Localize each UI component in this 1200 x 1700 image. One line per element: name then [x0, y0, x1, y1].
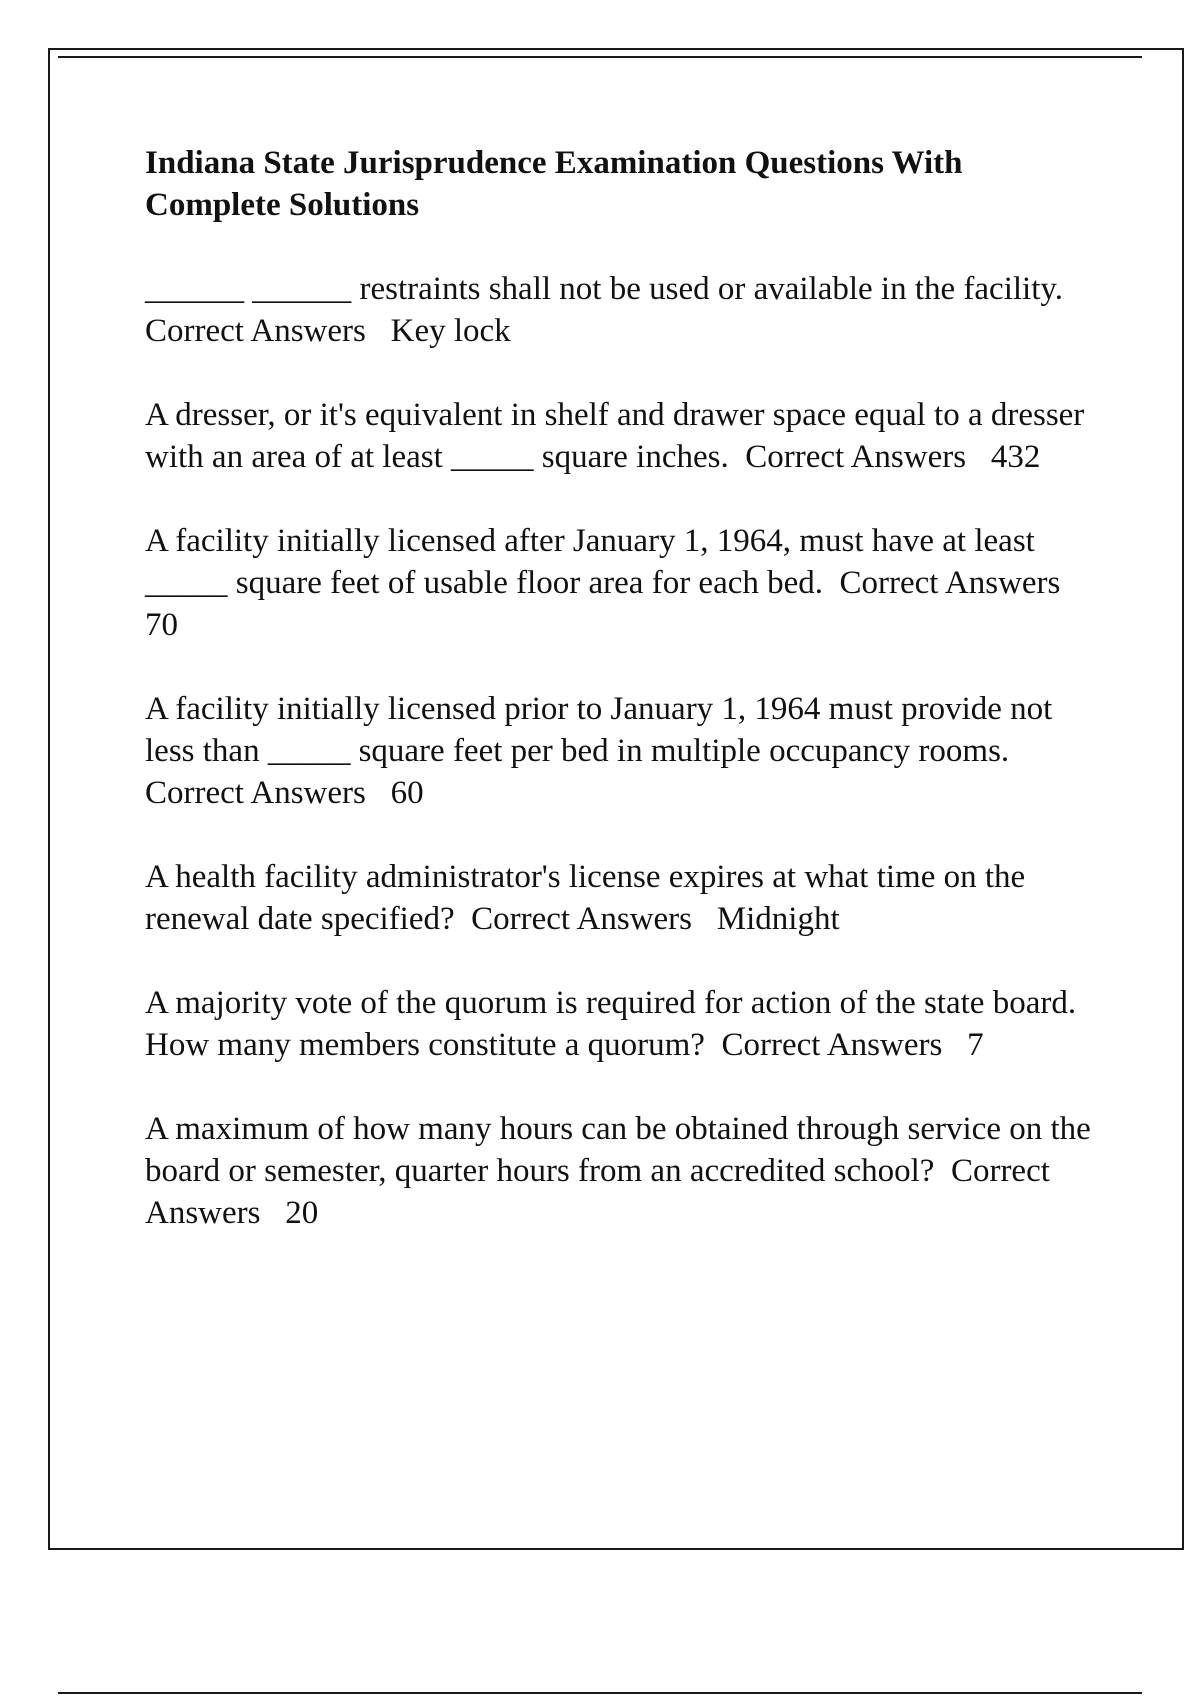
header-rule	[58, 56, 1142, 58]
question-answer-item: A health facility administrator's license expires at what time on the renewal date specified? Correct Answers Midnight	[145, 859, 1034, 937]
document-body	[145, 142, 1100, 1276]
question-answer-item: A maximum of how many hours can be obtained through service on the board or semester, quarter hours from an accredited school? Correct Answers 20	[145, 1111, 1100, 1231]
question-answer-item: A dresser, or it's equivalent in shelf and drawer space equal to a dresser with an area of at least _____ square inches. Correct Answers 432	[145, 397, 1093, 475]
question-answer-item: ______ ______ restraints shall not be used or available in the facility. Correct Answers Key lock	[145, 271, 1080, 349]
question-answer-item: A facility initially licensed after January 1, 1964, must have at least _____ square feet of usable floor area for each bed. Correct Answers 70	[145, 523, 1086, 643]
question-answer-item: A facility initially licensed prior to January 1, 1964 must provide not less than _____ square feet per bed in multiple occupancy rooms. Correct Answers 60	[145, 691, 1061, 811]
question-answer-item: A majority vote of the quorum is required for action of the state board. How many members constitute a quorum? Correct Answers 7	[145, 985, 1085, 1063]
document-title: Indiana State Jurisprudence Examination Questions With Complete Solutions	[145, 145, 963, 223]
next-page-rule	[58, 1692, 1142, 1694]
